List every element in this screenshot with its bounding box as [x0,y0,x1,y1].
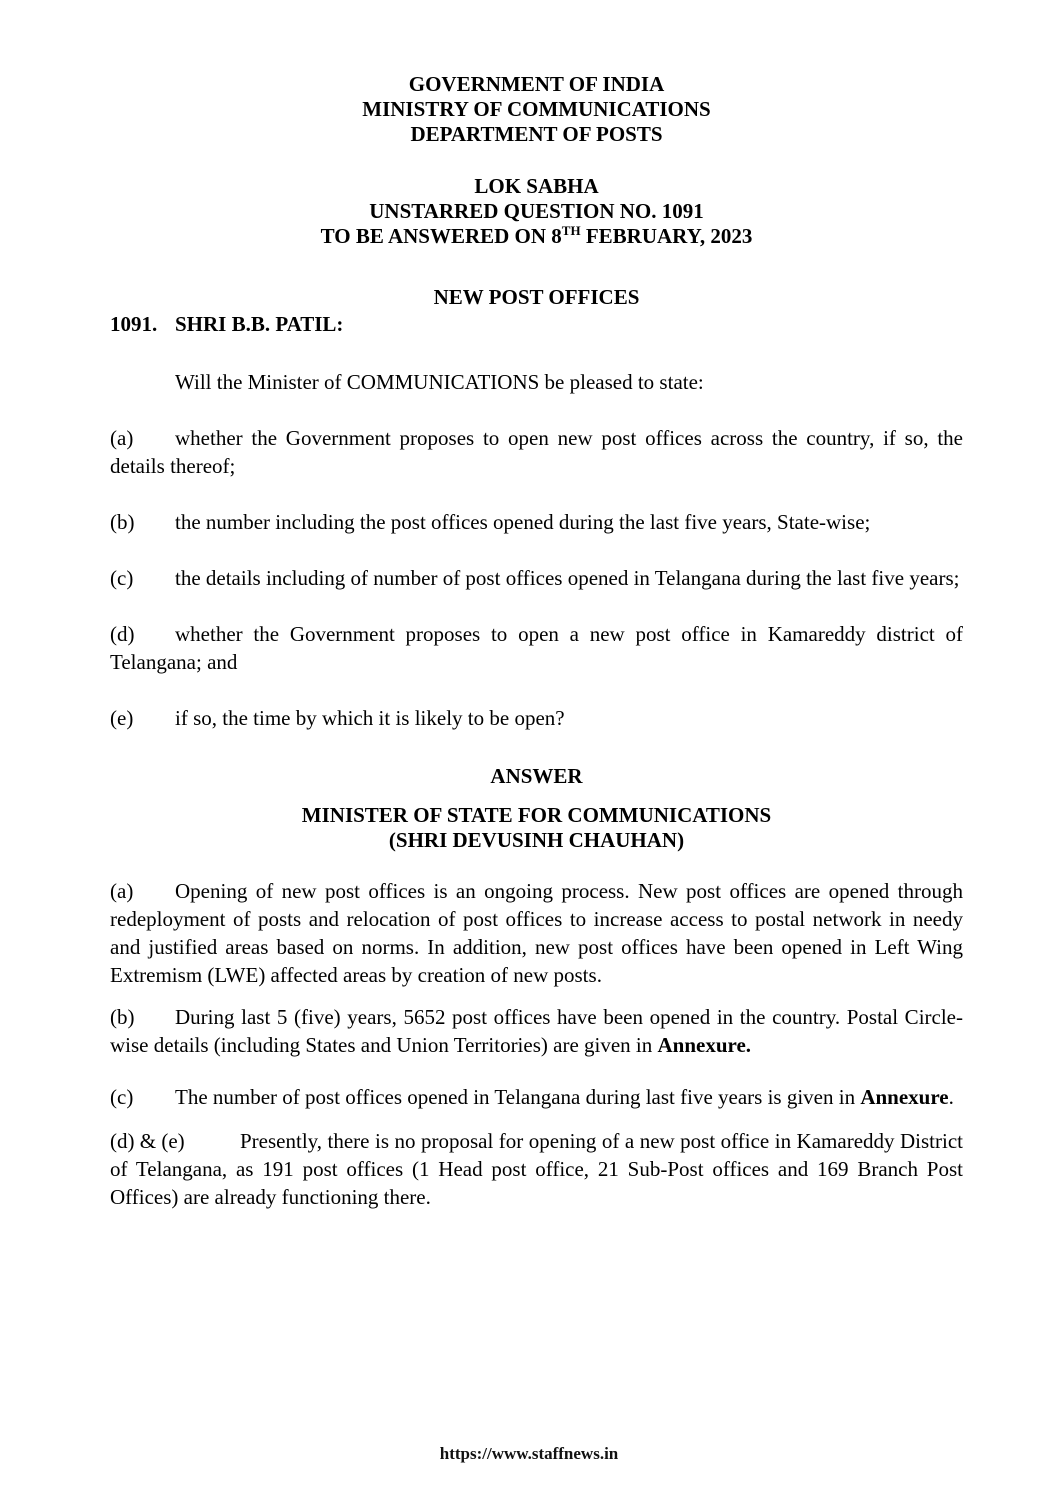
question-intro: Will the Minister of COMMUNICATIONS be pleased to state: [175,370,704,394]
item-label: (c) [110,1085,134,1109]
item-label: (d) & (e) [110,1129,185,1153]
annexure-reference: Annexure [860,1085,949,1109]
answer-item-d-e [110,1127,963,1211]
answer-heading: ANSWER [490,764,583,788]
question-item-b [110,508,963,536]
minister-name: (SHRI DEVUSINH CHAUHAN) [388,828,685,852]
item-label: (e) [110,706,134,730]
government-title: GOVERNMENT OF INDIA [408,72,665,96]
item-label: (a) [110,879,134,903]
session-header [110,174,963,249]
item-text: the details including of number of post offices opened in Telangana during the last five years; [175,566,960,590]
answer-item-b [110,1003,963,1059]
question-number-line: UNSTARRED QUESTION NO. 1091 [369,199,704,223]
annexure-reference: Annexure. [657,1033,752,1057]
footer [0,1444,1058,1464]
member-name: SHRI B.B. PATIL: [175,312,344,336]
minister-title: MINISTER OF STATE FOR COMMUNICATIONS [301,803,772,827]
minister-block [110,803,963,853]
item-text: if so, the time by which it is likely to be open? [175,706,565,730]
answer-item-c [110,1083,963,1111]
answer-date-line: TO BE ANSWERED ON 8TH FEBRUARY, 2023 [320,223,753,248]
item-text: the number including the post offices opened during the last five years, State-wise; [175,510,871,534]
question-item-c [110,564,963,592]
government-header [110,72,963,147]
item-text: whether the Government proposes to open new post offices across the country, if so, the details thereof; [110,426,963,478]
item-label: (d) [110,622,135,646]
date-ordinal-superscript: TH [561,223,581,238]
source-link[interactable]: https://www.staffnews.in [439,1444,619,1463]
item-text: whether the Government proposes to open a new post office in Kamareddy district of Telangana; and [110,622,963,674]
question-member-line [110,310,963,338]
item-text: Presently, there is no proposal for opening of a new post office in Kamareddy District of Telangana, as 191 post offices (1 Head post office, 21 Sub-Post offices and 169 Branch Post Offices) are already functioning there. [110,1129,963,1209]
house-name: LOK SABHA [474,174,599,198]
question-item-d [110,620,963,676]
item-text-after: . [948,1085,954,1109]
item-text: Opening of new post offices is an ongoing process. New post offices are opened through redeployment of posts and relocation of post offices to increase access to postal network in needy and justified areas based on norms. In addition, new post offices have been opened in Left Wing Extremism (LWE) affected areas by creation of new posts. [110,879,963,987]
question-number: 1091. [110,312,158,336]
item-label: (a) [110,426,134,450]
item-label: (b) [110,1005,135,1029]
subject-title: NEW POST OFFICES [433,285,640,309]
question-item-e [110,704,963,732]
item-text: The number of post offices opened in Telangana during last five years is given in [175,1085,861,1109]
department-title: DEPARTMENT OF POSTS [410,122,663,146]
item-text: During last 5 (five) years, 5652 post offices have been opened in the country. Postal Circle-wise details (including States and Union Territories) are given in [110,1005,963,1057]
item-label: (c) [110,566,134,590]
item-label: (b) [110,510,135,534]
answer-item-a [110,877,963,989]
ministry-title: MINISTRY OF COMMUNICATIONS [362,97,711,121]
question-item-a [110,424,963,480]
